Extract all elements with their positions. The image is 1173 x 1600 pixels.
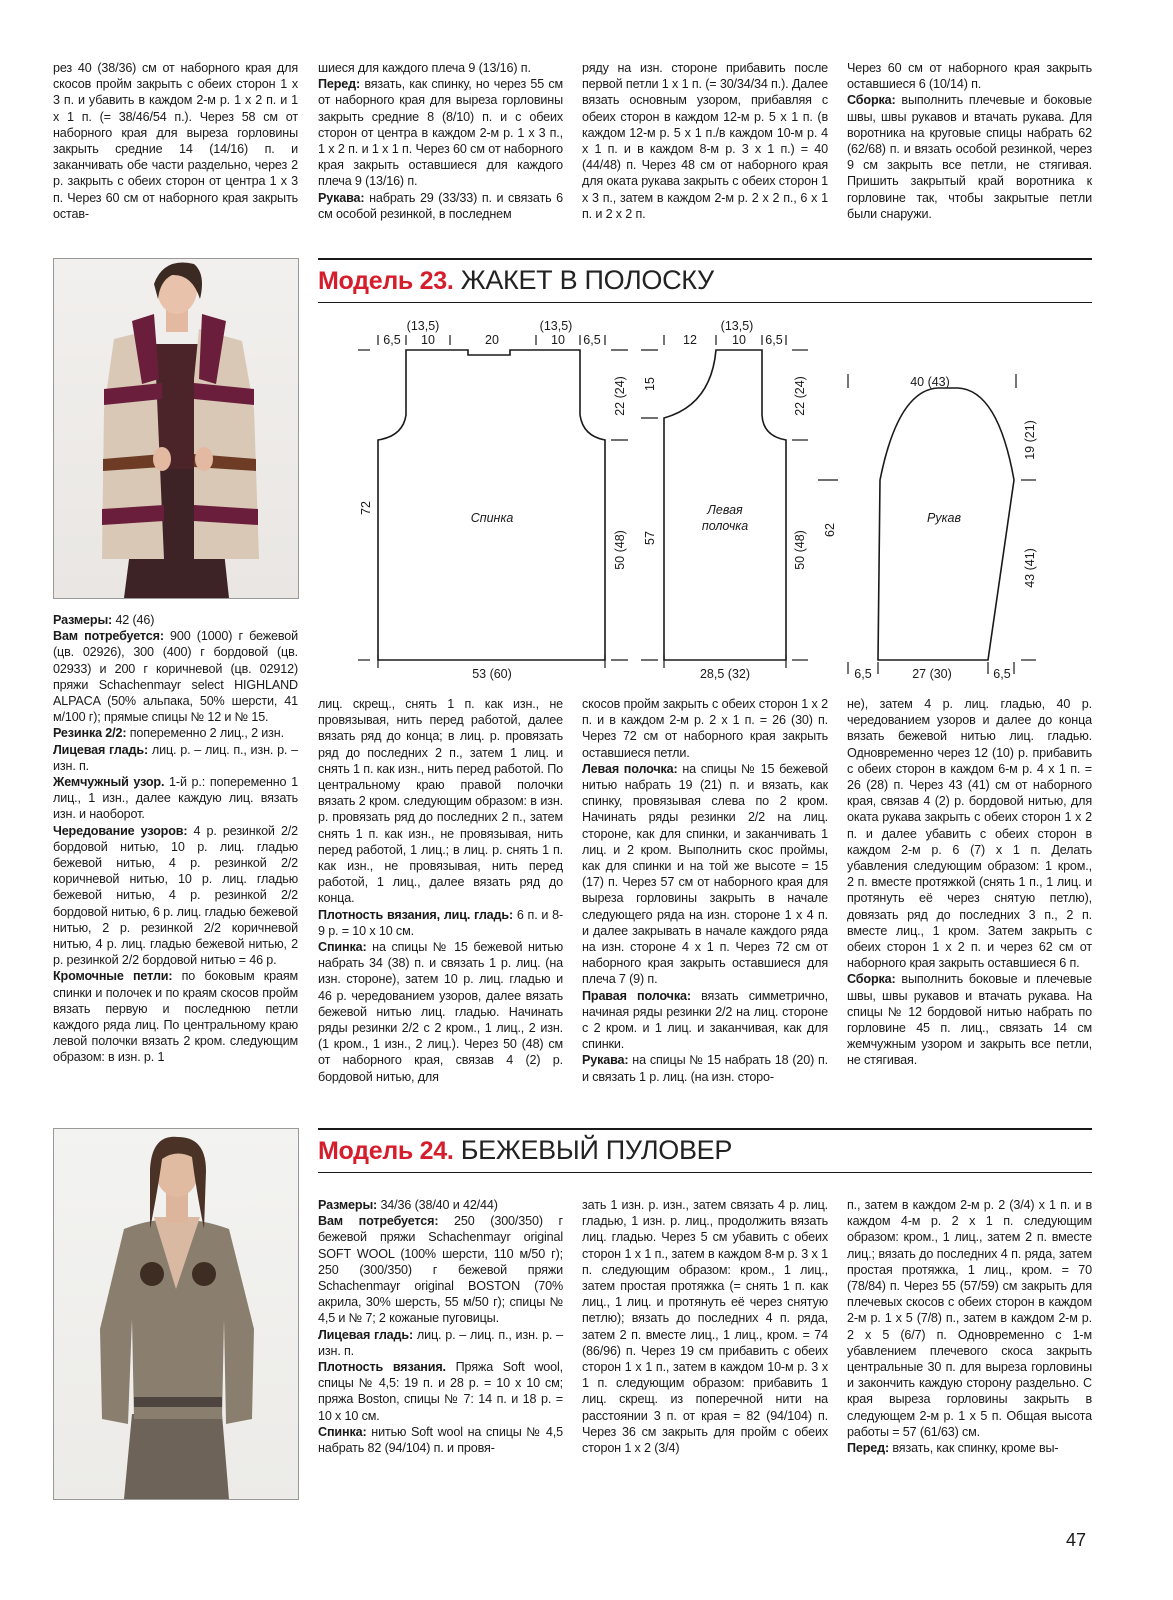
m23-c1-p4-label: Лицевая гладь: <box>53 742 149 757</box>
m23-c3-p2-label: Левая полочка: <box>582 761 678 776</box>
top-column-2-text-b: вязать, как спинку, но через 55 см от наборного края для выреза горловины закрыть средние 8 (8/10) п. и с обеих сторон от центра в каждом 2-м р. 1 х 3 п., 1 х 2 п. и 1 х 1 п. Через 60 см от наборного края закрыть оставшиеся для каждого плеча 9 (13/16) п. <box>318 77 563 189</box>
back-top-label-shoulder-right: 6,5 <box>583 333 601 347</box>
m23-c2-p2-label: Плотность вязания, лиц. гладь: <box>318 907 513 922</box>
model-24-title <box>318 1135 732 1166</box>
model-23-illustration <box>54 259 298 598</box>
m24-c2-p2-label: Вам потребуется: <box>318 1214 439 1229</box>
model-23-name: ЖАКЕТ В ПОЛОСКУ <box>460 265 714 295</box>
back-piece-outline <box>378 350 605 660</box>
top-column-1 <box>53 60 298 222</box>
m23-c1-p3-text: попеременно 2 лиц., 2 изн. <box>126 726 284 741</box>
m23-c1-p7-text: по боковым краям спинки и полочек и по краям скосов пройм вязать первую и последнюю петли каждого ряда лиц. По центральному краю левой полочки вязать 2 кром. следующим образом: в изн. р. 1 <box>53 969 298 1065</box>
model-24-header-rule-top <box>318 1128 1092 1130</box>
m23-c1-p2 <box>53 628 298 725</box>
m24-c2-p1 <box>318 1197 563 1213</box>
label-front: Перед: <box>318 77 361 92</box>
top-column-2-text-a: шиеся для каждого плеча 9 (13/16) п. <box>318 61 531 75</box>
m23-c4-p1-text: не), затем 4 р. лиц. гладью, 40 р. чередованием узоров и далее до конца вязать бежевой нитью лиц. гладью. Одновременно через 12 (10) р. прибавить с обеих сторон в каждом 6-м р. 4 х 1 п. = 26 (28) п. Через 43 (41) см от наборного края, связав 4 (2) р. бордовой нитью, для оката рукава закрыть с обеих сторон 1 х 2 п. и далее убавить с обеих сторон в каждом 2-м р. 6 (7) х 1 п. Делать убавления следующим образом: 1 кром., 2 п. вместе протяжкой (снять 1 п., 1 лиц. и протянуть её через снятую петлю), довязать ряд до последних 3 п., 2 п. вместе лиц., 1 кром. Затем закрыть с обеих сторон 1 х 2 п. и через 62 см от наборного края закрыть оставшиеся 6 п. <box>847 697 1092 971</box>
m24-c2-p5 <box>318 1424 563 1456</box>
m23-c1-p4-text: лиц. р. – лиц. п., изн. р. – изн. п. <box>53 742 298 773</box>
m24-c2-p5-text: нитью Soft wool на спицы № 4,5 набрать 82 (94/104) п. и провя- <box>318 1424 563 1456</box>
page-number: 47 <box>1066 1530 1087 1550</box>
m23-c2-p3-text: на спицы № 15 бежевой нитью набрать 34 (38) п. и связать 1 р. лиц. (на изн. стороне), затем 10 р. лиц. гладью и 46 р. чередованием узоров, далее вязать бежевой нитью лиц. гладью. Начинать ряды резинки 2/2 с 2 кром., 1 лиц., 2 изн. (1 кром., 1 изн., 2 лиц.). Через 50 (48) см от наборного края, связав 4 (2) р. бордовой нитью, для <box>318 940 563 1084</box>
top-column-1-text: рез 40 (38/36) см от наборного края для скосов пройм закрыть с обеих сторон 1 х 3 п. и убавить в каждом 2-м р. 1 х 2 п. и 1 х 1 п. (= 38/46/54 п.). Через 58 см от наборного края для выреза горловины закрыть средние 14 (14/16) п. и заканчивать обе части раздельно, через 2 р. закрыть с обеих сторон от центра 1 х 3 п. Через 60 см от наборного края закрыть остав- <box>53 61 298 221</box>
top-column-2 <box>318 60 563 222</box>
m23-c3-p2-text: на спицы № 15 бежевой нитью набрать 19 (21) п. и вязать, как спинку, провязывая слева по 2 кром. Начинать ряды резинки 2/2 на лиц. стороне, как для спинки, и заканчивать 1 лиц. и 2 кром. Выполнить скос проймы, как для спинки и на той же высоте = 15 (17) п. Через 57 см от наборного края для выреза горловины закрыть в начале следующего ряда на изн. стороне 1 х 4 п. и далее закрывать в начале каждого ряда на изн. стороне 4 х 1 п. Через 72 см от наборного края закрыть оставшиеся для плеча 7 (9) п. <box>582 761 828 987</box>
model-23-column-4 <box>847 696 1092 1069</box>
m24-c2-p4-text: Пряжа Soft wool, спицы № 4,5: 19 п. и 28 р. = 10 х 10 см; пряжа Boston, спицы № 7: 14 п. и 18 р. = 10 х 10 см. <box>318 1360 564 1423</box>
back-top-label-neck-right-alt: (13,5) <box>539 319 573 333</box>
front-height-label: 57 <box>643 531 657 545</box>
m23-c3-p3-label: Правая полочка: <box>582 988 691 1003</box>
model-24-photo <box>53 1128 299 1500</box>
m23-c1-p6-label: Чередование узоров: <box>53 823 188 838</box>
back-top-label-shoulder-left: 6,5 <box>383 333 401 347</box>
m24-c2-p3 <box>318 1327 563 1359</box>
m23-c3-p4-text: на спицы № 15 набрать 18 (20) п. и связать 1 р. лиц. (на изн. сторо- <box>582 1053 828 1084</box>
model-24-name: БЕЖЕВЫЙ ПУЛОВЕР <box>460 1135 733 1165</box>
m23-c1-p3 <box>53 725 298 741</box>
front-top-label-shoulder-alt: (13,5) <box>720 319 754 333</box>
model-24-header-rule-bottom <box>318 1172 1092 1173</box>
label-sleeves: Рукава: <box>318 190 365 205</box>
m24-c2-p1-label: Размеры: <box>318 1198 378 1212</box>
m23-c3-p2 <box>582 761 828 988</box>
front-armhole-label: 22 (24) <box>793 376 807 416</box>
sleeve-height-label: 62 <box>823 523 837 537</box>
m24-c4-p2-text: вязать, как спинку, кроме вы- <box>889 1441 1059 1456</box>
sleeve-title: Рукав <box>927 511 961 525</box>
m23-c2-p2 <box>318 907 563 939</box>
model-23-column-3 <box>582 696 828 1085</box>
m23-c1-p5-text: 1-й р.: попеременно 1 лиц., 1 изн., далее каждую лиц. вязать изн. и наоборот. <box>53 775 298 822</box>
m23-c1-p3-label: Резинка 2/2: <box>53 726 127 741</box>
top-column-4-text-b: выполнить плечевые и боковые швы, швы рукавов и втачать рукава. Для воротника на круговые спицы набрать 62 (62/68) п. и вязать особой резинкой, через 9 см закрыть все петли, не стягивая. Пришить закрытый край воротника к горловине так, чтобы закрытые петли были снаружи. <box>847 93 1092 221</box>
front-piece-title-2: полочка <box>701 519 749 533</box>
m23-c1-p2-label: Вам потребуется: <box>53 629 164 644</box>
front-top-label-shoulder: 10 <box>732 333 746 347</box>
back-top-label-neck-left-alt: (13,5) <box>406 319 440 333</box>
m24-c4-p1-text: п., затем в каждом 2-м р. 2 (3/4) х 1 п. и в каждом 4-м р. 2 х 1 п. следующим образом: кром., 1 лиц., затем 2 п. вместе лиц.; вязать до последних 4 п. ряда, затем простая протяжка, 1 лиц., кром. = 70 (78/84) п. Через 55 (57/59) см закрыть для плечевых скосов с обеих сторон в каждом 2-м р. 1 х 5 (7/8) п., затем в каждом 2-м р. 2 х 5 (6/7) п. Одновременно с 1-м убавлением плечевого скоса закрыть центральные 30 п. для выреза горловины и закончить каждую сторону раздельно. С края выреза горловины закрыть в следующем 2-м р. 1 х 5 п. Общая высота работы = 57 (61/63) см. <box>847 1198 1092 1439</box>
back-top-label-center: 20 <box>485 333 499 347</box>
model-24-column-3 <box>582 1197 828 1456</box>
m24-c2-p3-text: лиц. р. – лиц. п., изн. р. – изн. п. <box>318 1327 563 1358</box>
back-side-label: 50 (48) <box>613 530 627 570</box>
top-column-3 <box>582 60 828 222</box>
sleeve-bottom-label-center: 27 (30) <box>912 667 952 681</box>
m24-c4-p1 <box>847 1197 1092 1440</box>
model-23-label: Модель 23. <box>318 267 454 295</box>
m23-c1-p6 <box>53 823 298 969</box>
m23-c1-p5-label: Жемчужный узор. <box>53 775 165 790</box>
m23-c3-p4-label: Рукава: <box>582 1053 629 1068</box>
back-armhole-label: 22 (24) <box>613 376 627 416</box>
back-top-label-neck-left: 10 <box>421 333 435 347</box>
m23-c4-p2-label: Сборка: <box>847 972 896 987</box>
m24-c4-p2 <box>847 1440 1092 1456</box>
back-piece-title: Спинка <box>470 511 514 525</box>
model-23-header-rule-top <box>318 258 1092 260</box>
m23-c3-p4 <box>582 1052 828 1084</box>
model-23-photo <box>53 258 299 599</box>
front-width-label: 28,5 (32) <box>699 667 751 681</box>
front-top-label-neck: 12 <box>683 333 697 347</box>
m24-c3-p1-text: зать 1 изн. р. изн., затем связать 4 р. лиц. гладью, 1 изн. р. лиц., продолжить вязать лиц. гладью. Через 5 см убавить с обеих сторон 1 х 1 п., затем в каждом 8-м р. 3 х 1 п. следующим образом: кром., 1 лиц., затем простая протяжка (= снять 1 п. как лиц., 1 лиц. и протянуть её через снятую петлю); вязать до последних 4 п. ряда, затем 2 п. вместе лиц., 1 лиц., кром. = 74 (86/96) п. Через 19 см прибавить с обеих сторон 1 х 1 п., затем в каждом 10-м р. 3 х 1 п. следующим образом: прибавить 1 лиц. скрещ. из поперечной нити на расстоянии 3 п. от края = 82 (94/104) п. Через 36 см закрыть для пройм с обеих сторон 1 х 2 (3/4) <box>582 1198 828 1456</box>
back-top-label-neck-right: 10 <box>551 333 565 347</box>
sleeve-cap-label: 19 (21) <box>1023 420 1037 460</box>
m23-c1-p7-label: Кромочные петли: <box>53 969 173 984</box>
model-23-title <box>318 265 714 296</box>
model-24-label: Модель 24. <box>318 1137 454 1165</box>
front-top-label-edge: 6,5 <box>765 333 783 347</box>
m23-c1-p5 <box>53 774 298 823</box>
m23-c1-p2-text: 900 (1000) г бежевой (цв. 02926), 300 (400) г бордовой (цв. 02933) и 200 г коричневой (цв. 02912) пряжи Schachenmayr select HIGHLAND ALPACA (50% альпака, 50% шерсти, 41 м/100 г); прямые спицы № 12 и № 15. <box>53 629 298 725</box>
m24-c2-p5-label: Спинка: <box>318 1424 367 1439</box>
label-assembly: Сборка: <box>847 93 896 108</box>
back-height-label: 72 <box>359 501 373 515</box>
top-column-4-text-a: Через 60 см от наборного края закрыть оставшиеся 6 (10/14) п. <box>847 61 1092 92</box>
front-neck-label: 15 <box>643 377 657 391</box>
m23-c2-p3 <box>318 939 563 1085</box>
model-24-illustration <box>54 1129 298 1499</box>
back-width-label: 53 (60) <box>472 667 512 681</box>
m23-c4-p2-text: выполнить боковые и плечевые швы, швы рукавов и втачать рукава. На спицы № 12 бордовой нитью набрать по горловине 45 п. лиц., связать 14 см жемчужным узором и закрыть все петли, не стягивая. <box>847 972 1092 1068</box>
m23-c2-p1 <box>318 696 563 907</box>
sleeve-seam-label: 43 (41) <box>1023 548 1037 588</box>
m24-c2-p2-text: 250 (300/350) г бежевой пряжи Schachenmayr original SOFT WOOL (100% шерсти, 110 м/50 г); 250 (300/350) г бежевой пряжи Schachenmayr original BOSTON (70% акрила, 30% шерсть, 55 м/50 г); спицы № 4,5 и № 7; 2 кожаные пуговицы. <box>318 1214 563 1326</box>
m23-c1-p4 <box>53 742 298 774</box>
m24-c2-p4-label: Плотность вязания. <box>318 1360 446 1375</box>
top-column-2-para-b <box>318 76 563 189</box>
m23-c4-p2 <box>847 971 1092 1068</box>
m24-c3-p1 <box>582 1197 828 1456</box>
sleeve-bottom-label-right: 6,5 <box>993 667 1011 681</box>
front-piece-title-1: Левая <box>707 503 743 517</box>
m24-c4-p2-label: Перед: <box>847 1441 890 1456</box>
m24-c2-p4 <box>318 1359 563 1424</box>
m23-c3-p3 <box>582 988 828 1053</box>
m24-c2-p3-label: Лицевая гладь: <box>318 1327 414 1342</box>
sleeve-top-label: 40 (43) <box>910 375 950 389</box>
m23-c4-p1 <box>847 696 1092 971</box>
top-column-4 <box>847 60 1092 222</box>
model-23-schematic <box>318 310 1092 690</box>
front-side-label: 50 (48) <box>793 530 807 570</box>
m23-c2-p3-label: Спинка: <box>318 940 367 955</box>
m23-c2-p2-text: 6 п. и 8-9 р. = 10 х 10 см. <box>318 907 563 938</box>
m23-c2-p1-text: лиц. скрещ., снять 1 п. как изн., не провязывая, нить перед работой, далее вязать ряд до конца; в лиц. р. провязать ряд до последних 2 п., затем 1 лиц. и снять 1 п. как изн., нить перед работой. По центральному краю правой полочки вязать 2 кром. следующим образом: в изн. р. провязать ряд до последних 2 п., затем снять 1 п. как изн., не провязывая, нить перед работой, 1 лиц.; в лиц. р. снять 1 п. как изн., не провязывая, нить перед работой, 1 лиц., далее вязать ряд до конца. <box>318 697 563 906</box>
top-column-2-para-c <box>318 190 563 222</box>
m23-c1-p1-label: Размеры: <box>53 613 113 627</box>
top-column-3-text: ряду на изн. стороне прибавить после первой петли 1 х 1 п. (= 30/34/34 п.). Далее вязать основным узором, прибавляя с обеих сторон в каждом 12-м р. 5 х 1 п. (в каждом 12-м р. 5 х 1 п./в каждом 10-м р. 4 х 1 п. и в каждом 8-м р. 3 х 1 п.) = 40 (44/48) п. Через 48 см от наборного края для оката рукава закрыть с обеих сторон 1 х 3 п., затем в каждом 2-м р. 2 х 2 п., 6 х 1 п. и 2 х 2 п. <box>582 61 828 221</box>
top-column-4-para-b <box>847 92 1092 222</box>
sleeve-bottom-label-left: 6,5 <box>854 667 872 681</box>
model-24-column-2 <box>318 1197 563 1456</box>
model-23-header-rule-bottom <box>318 302 1092 303</box>
model-24-column-4 <box>847 1197 1092 1456</box>
m23-c1-p1 <box>53 612 298 628</box>
m24-c2-p2 <box>318 1213 563 1326</box>
model-23-column-2 <box>318 696 563 1085</box>
top-column-2-text-c: набрать 29 (33/33) п. и связать 6 см особой резинкой, в последнем <box>318 190 563 221</box>
m24-c2-p1-text: 34/36 (38/40 и 42/44) <box>377 1198 498 1212</box>
m23-c1-p7 <box>53 968 298 1065</box>
m23-c1-p1-text: 42 (46) <box>112 613 155 627</box>
model-23-column-1 <box>53 612 298 1066</box>
m23-c1-p6-text: 4 р. резинкой 2/2 бордовой нитью, 10 р. лиц. гладью бежевой нитью, 4 р. резинкой 2/2 коричневой нитью, 10 р. лиц. гладью бежевой нитью, 4 р. резинкой 2/2 бордовой нитью, 6 р. лиц. гладью бежевой нитью, 2 р. резинкой 2/2 коричневой нитью, 4 р. лиц. гладью бежевой нитью, 2 р. резинкой 2/2 бордовой нитью = 46 р. <box>53 823 299 968</box>
m23-c3-p3-text: вязать симметрично, начиная ряды резинки 2/2 на лиц. стороне с 2 кром. и 1 лиц. и заканчивая, как для спинки. <box>582 988 828 1052</box>
m23-c3-p1 <box>582 696 828 761</box>
m23-c3-p1-text: скосов пройм закрыть с обеих сторон 1 х 2 п. и в каждом 2-м р. 2 х 1 п. = 26 (30) п. Через 72 см от наборного края закрыть оставшиеся петли. <box>582 697 828 760</box>
